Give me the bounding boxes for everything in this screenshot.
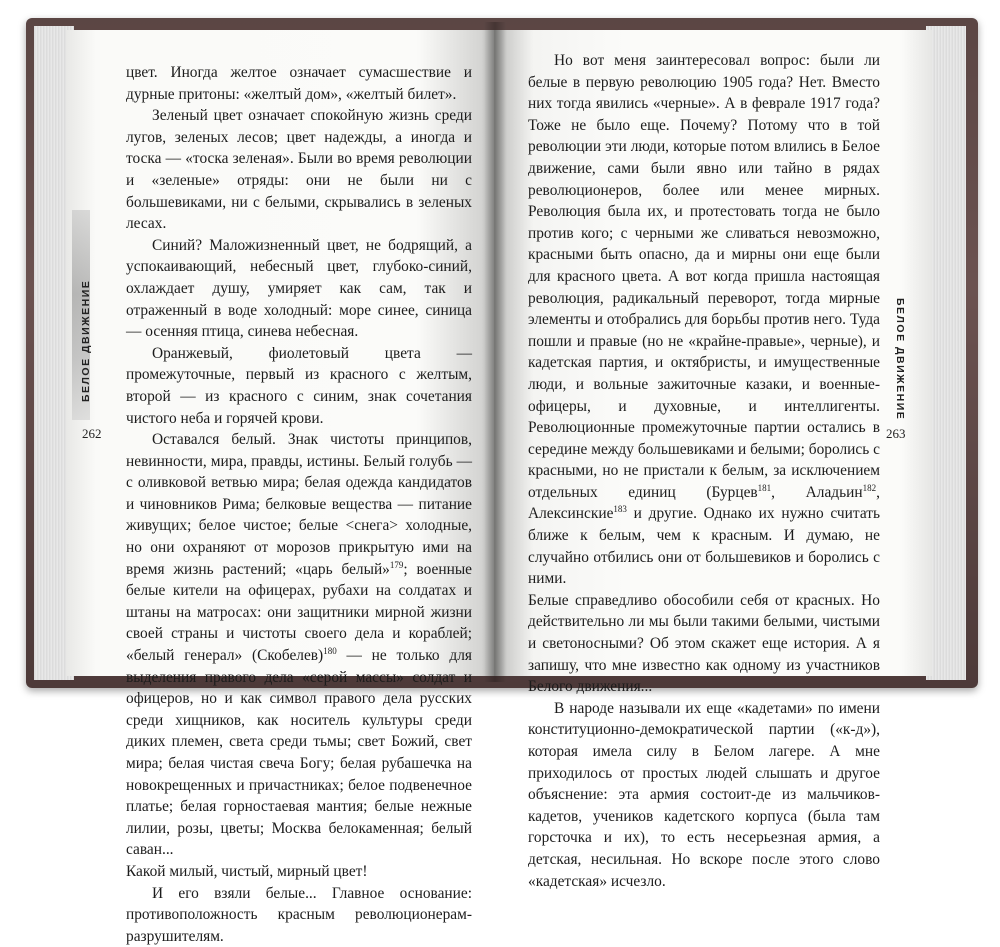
paragraph-text: ; военные белые кители на офицерах, рубахи на солдатах и штаны на матросах: они защитники мирной жизни своей страны и чистоты своего дела и кораблей; «белый генерал» (Скобелев) xyxy=(126,560,472,665)
right-page xyxy=(494,30,932,890)
paragraph xyxy=(126,429,472,861)
footnote-marker[interactable]: 181 xyxy=(757,482,772,493)
left-page xyxy=(66,30,494,945)
book-spine-shadow xyxy=(484,22,506,682)
page-number: 262 xyxy=(82,426,102,441)
left-body-text xyxy=(126,62,472,947)
paragraph: Синий? Маложизненный цвет, не бодрящий, а успокаивающий, небесный цвет, глубоко-синий, охлаждает душу, умиряет как сам, так и отраженный в воде холодный: море синее, синица — осенняя птица, синева небесная. xyxy=(126,236,472,341)
paragraph: Оранжевый, фиолетовый цвета — промежуточные, первый из красного с желтым, второй — из красного с синим, знак сочетания чистого неба и горячей крови. xyxy=(126,344,472,427)
running-head: БЕЛОЕ ДВИЖЕНИЕ xyxy=(894,298,906,421)
footnote-marker[interactable]: 183 xyxy=(613,504,627,515)
paragraph: цвет. Иногда желтое означает сумасшествие и дурные притоны: «желтый дом», «желтый билет». xyxy=(126,64,472,103)
paragraph-text: — не только для выделения правого дела «серой массы» солдат и офицеров, но и как символ правого дела русских среди хищников, как носитель культуры среди диких племен, света среди тьмы; свет Божий, свет мира; белая чистая свеча Богу; белая рубашечка на новокрещенных и причастниках; белое подвенечное платье; белая горностаевая мантия; белые нежные лилии, розы, цветы; Москва белокаменная; белый саван... xyxy=(126,647,473,859)
paragraph-text: Оставался белый. Знак чистоты принципов, невинности, мира, правды, истины. Белый голубь — с оливковой ветвью мира; белая одежда кандидатов и чиновников Рима; белковые вещества — питание живущих; белое чистое; белые <снега> холодные, но они охраняют от морозов прикрытую ими на время жизнь растений; «царь белый» xyxy=(126,431,472,578)
paragraph xyxy=(528,50,880,590)
paragraph-text: Но вот меня заинтересовал вопрос: были ли белые в первую революцию 1905 года? Нет. Вместо них тогда явились «черные». А в феврале 1917 года? Тоже не было еще. Почему? Потому что в той революции эти люди, которые потом влились в Белое движение, сами были явно или тайно в рядах революционеров, более или менее мирных. Революция была их, и протестовать тогда не было против кого; с черными же сливаться невозможно, красными быть опасно, да и мирны они еще были для красного цвета. А вот когда пришла настоящая революция, радикальный переворот, тогда мирные элементы и отобрались для борьбы против него. Туда пошли и правые (но не «крайне-правые», черные), и кадетская партия, и октябристы, и имущественные люди, и вольные зажиточные казаки, и военные-офицеры, и духовные, и интеллигенты. Революционные промежуточные партии остались в середине между большевиками и белыми; боролись с красными, но не пристали к белым, за исключением отдельных единиц (Бурцев xyxy=(528,52,880,501)
paragraph-text: , Аладьин xyxy=(771,483,863,501)
paragraph: И его взяли белые... Главное основание: противоположность красным революционерам-разрушителям. xyxy=(126,884,472,945)
paragraph: Зеленый цвет означает спокойную жизнь среди лугов, зеленых лесов; цвет надежды, а иногда и тоска — «тоска зеленая». Были во время революции и «зеленые» отряды: они не были ни с большевиками, ни с белыми, скрывались в зеленых лесах. xyxy=(126,107,472,233)
paragraph: В народе называли их еще «кадетами» по имени конституционно-демократической партии («к-д»), которая имела силу в Белом лагере. А мне приходилось от простых людей слышать и другое объяснение: эта армия состоит-де из мальчиков-кадетов, учеников кадетского корпуса (была там горсточка и их), то есть несерьезная армия, а детская, несильная. Но вскоре после этого слово «кадетская» исчезло. xyxy=(528,699,880,890)
paragraph-text: и другие. Однако их нужно считать ближе к белым, чем к красным. И думаю, не случайно отбились они от большевиков и боролись с ними. xyxy=(528,505,880,588)
page-number: 263 xyxy=(886,426,906,441)
paragraph: Какой милый, чистый, мирный цвет! xyxy=(126,862,368,880)
paragraph: Белые справедливо обособили себя от красных. Но действительно ли мы были такими белыми, чистыми и светоносными? Об этом скажет еще история. А я запишу, что мне известно как одному из участников Белого движения... xyxy=(528,591,880,696)
running-head: БЕЛОЕ ДВИЖЕНИЕ xyxy=(80,279,92,402)
footnote-marker[interactable]: 179 xyxy=(389,559,404,570)
footnote-marker[interactable]: 182 xyxy=(862,482,877,493)
right-body-text xyxy=(528,50,880,892)
paragraph-text: , Алексинские xyxy=(528,483,880,523)
footnote-marker[interactable]: 180 xyxy=(323,645,337,656)
page-edges-right xyxy=(926,26,966,680)
